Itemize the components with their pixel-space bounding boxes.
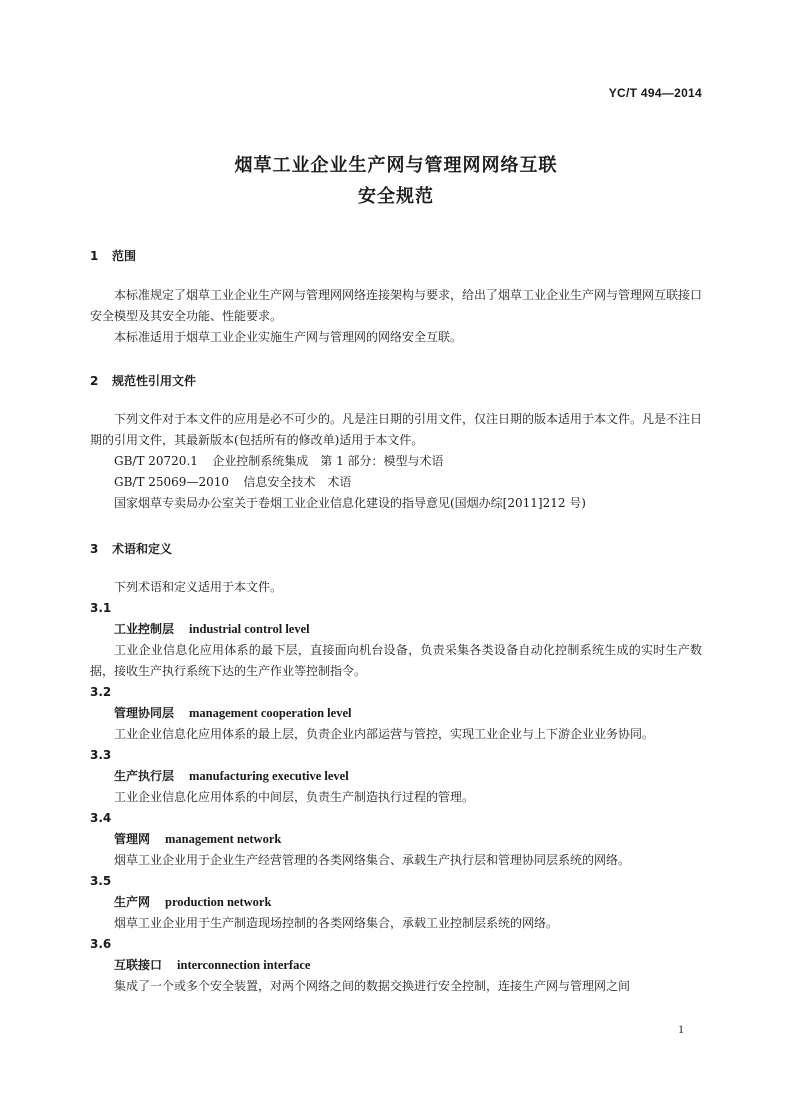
reference-item — [90, 472, 702, 493]
term-number: 3.5 — [90, 874, 112, 888]
section-2-body — [90, 409, 702, 514]
term-number: 3.2 — [90, 685, 112, 699]
term-en: management cooperation level — [189, 706, 352, 720]
term-name — [90, 619, 702, 640]
paragraph: 本标准适用于烟草工业企业实施生产网与管理网的网络安全互联。 — [114, 330, 463, 344]
term-en: production network — [165, 895, 272, 909]
paragraph: 本标准规定了烟草工业企业生产网与管理网网络连接架构与要求，给出了烟草工业企业生产网与管理网互联接口安全模型及其安全功能、性能要求。 — [90, 288, 703, 323]
reference-title: 企业控制系统集成 第 1 部分：模型与术语 — [212, 454, 444, 468]
reference-item — [90, 493, 702, 514]
reference-code: GB/T 25069—2010 — [114, 475, 229, 489]
page-number: 1 — [678, 1022, 684, 1036]
term-definition: 集成了一个或多个安全装置，对两个网络之间的数据交换进行安全控制，连接生产网与管理网之间 — [114, 979, 631, 993]
paragraph: 下列文件对于本文件的应用是必不可少的。凡是注日期的引用文件，仅注日期的版本适用于本文件。凡是不注日期的引用文件，其最新版本(包括所有的修改单)适用于本文件。 — [90, 412, 703, 447]
reference-item — [90, 451, 702, 472]
section-title: 范围 — [112, 249, 137, 263]
term-number: 3.3 — [90, 748, 112, 762]
document-title-line-1: 烟草工业企业生产网与管理网网络互联 — [234, 155, 558, 176]
reference-title: 信息安全技术 术语 — [243, 475, 352, 489]
document-title-line-2: 安全规范 — [358, 186, 434, 207]
term-number: 3.4 — [90, 811, 112, 825]
section-3-body — [90, 577, 702, 997]
term-definition: 工业企业信息化应用体系的最下层，直接面向机台设备，负责采集各类设备自动化控制系统生成的实时生产数据，接收生产执行系统下达的生产作业等控制指令。 — [90, 643, 702, 678]
term-zh: 工业控制层 — [114, 622, 175, 636]
term-name — [90, 766, 702, 787]
term-number: 3.6 — [90, 937, 112, 951]
term-name — [90, 892, 702, 913]
section-1-heading — [90, 246, 702, 267]
section-1-body — [90, 285, 702, 348]
paragraph: 下列术语和定义适用于本文件。 — [114, 580, 283, 594]
term-en: industrial control level — [189, 622, 310, 636]
term-zh: 管理协同层 — [114, 706, 175, 720]
term-zh: 生产执行层 — [114, 769, 175, 783]
term-name — [90, 955, 702, 976]
term-number: 3.1 — [90, 601, 112, 615]
term-name — [90, 703, 702, 724]
term-definition: 工业企业信息化应用体系的最上层，负责企业内部运营与管控，实现工业企业与上下游企业业务协同。 — [114, 727, 655, 741]
section-3-heading — [90, 539, 702, 560]
term-name — [90, 829, 702, 850]
reference-code: GB/T 20720.1 — [114, 454, 198, 468]
reference-title: 国家烟草专卖局办公室关于卷烟工业企业信息化建设的指导意见(国烟办综[2011]212 号) — [114, 496, 586, 510]
section-number: 1 — [90, 249, 99, 263]
term-zh: 互联接口 — [114, 958, 163, 972]
term-zh: 管理网 — [114, 832, 151, 846]
term-zh: 生产网 — [114, 895, 151, 909]
section-number: 2 — [90, 374, 99, 388]
section-number: 3 — [90, 542, 99, 556]
term-definition: 工业企业信息化应用体系的中间层，负责生产制造执行过程的管理。 — [114, 790, 475, 804]
term-definition: 烟草工业企业用于企业生产经营管理的各类网络集合、承载生产执行层和管理协同层系统的网络。 — [114, 853, 631, 867]
term-en: manufacturing executive level — [189, 769, 349, 783]
document-code: YC/T 494—2014 — [608, 86, 702, 100]
section-title: 术语和定义 — [112, 542, 173, 556]
term-en: interconnection interface — [177, 958, 311, 972]
term-en: management network — [165, 832, 282, 846]
section-title: 规范性引用文件 — [112, 374, 197, 388]
section-2-heading — [90, 371, 702, 392]
term-definition: 烟草工业企业用于生产制造现场控制的各类网络集合，承载工业控制层系统的网络。 — [114, 916, 559, 930]
